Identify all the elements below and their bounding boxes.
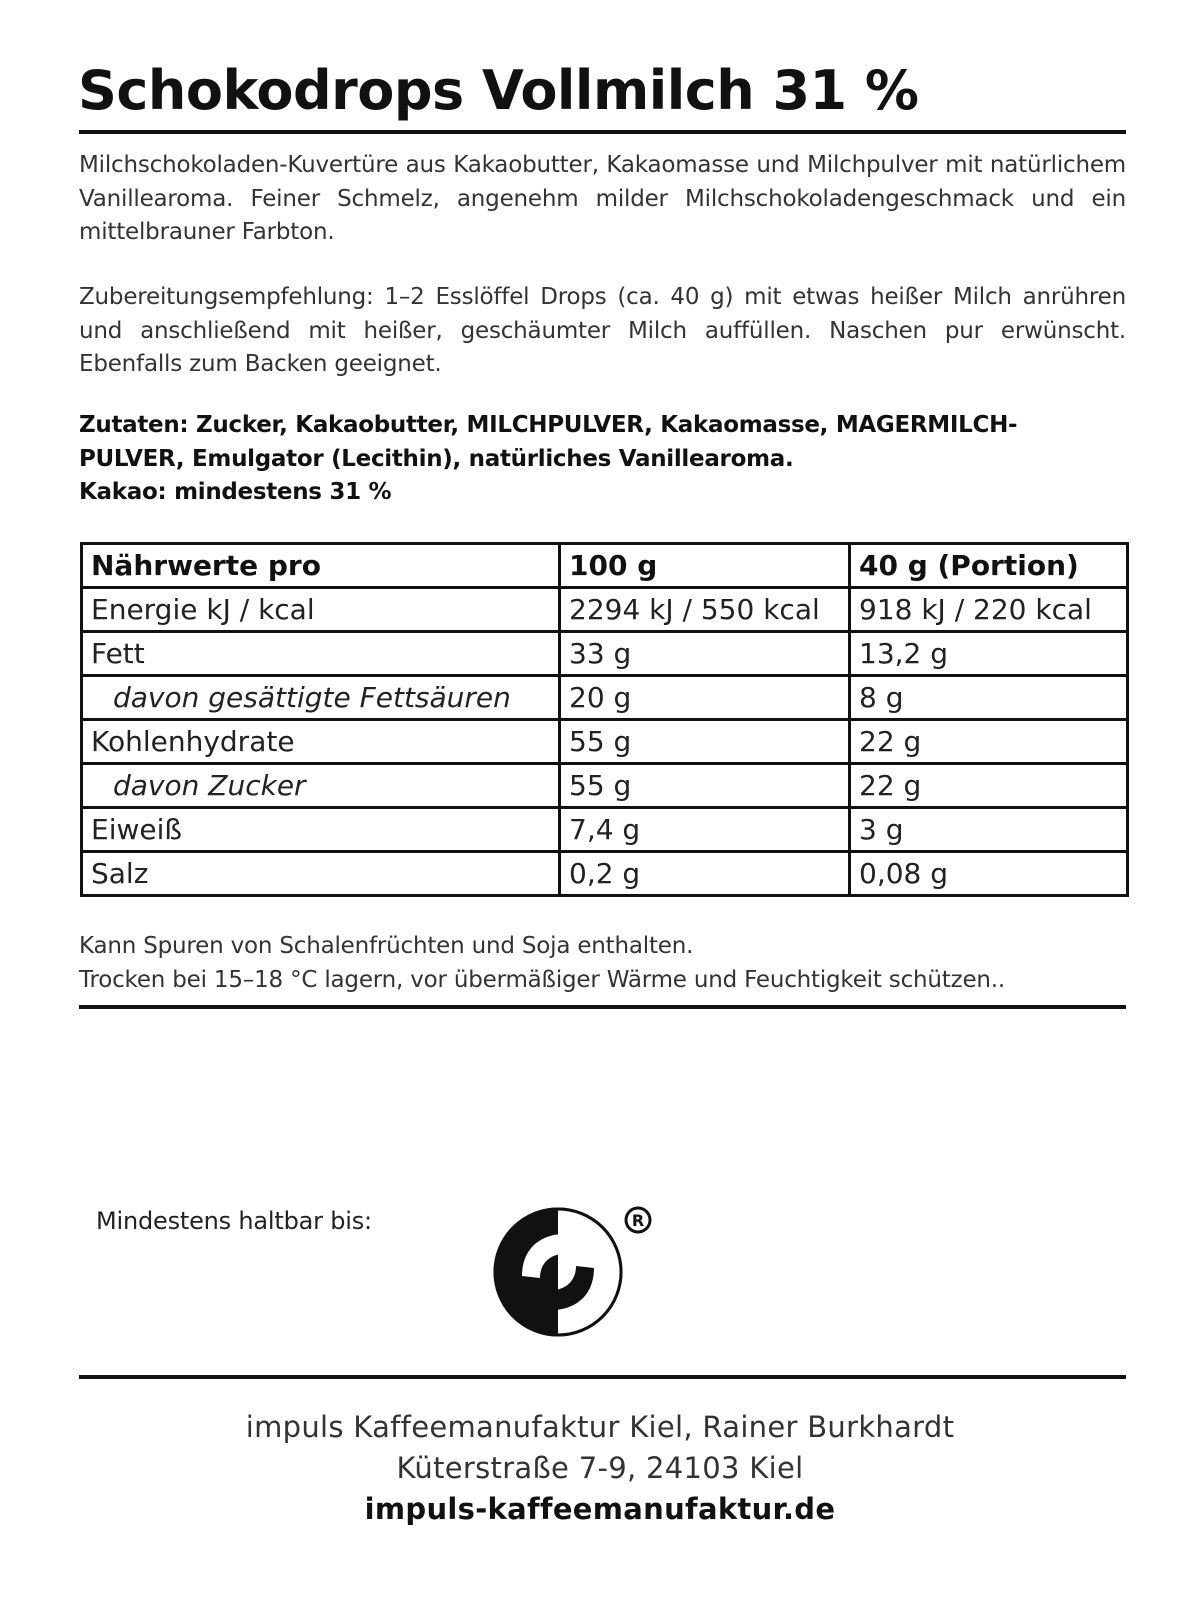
- footer-company: impuls Kaffeemanufaktur Kiel, Rainer Burkhardt: [245, 1410, 955, 1444]
- row-value-100g: 7,4 g: [560, 808, 850, 852]
- preparation-recommendation: Zubereitungsempfehlung: 1–2 Esslöffel Drops (ca. 40 g) mit etwas heißer Milch anrühren und anschließend mit heißer, geschäumter Milch auffüllen. Naschen pur erwünscht. Ebenfalls zum Backen geeignet.: [79, 284, 1126, 377]
- header-per-100g: 100 g: [560, 544, 850, 588]
- table-row: [82, 676, 1128, 720]
- row-value-100g: 55 g: [560, 720, 850, 764]
- row-label-fat: Fett: [82, 632, 560, 676]
- row-value-100g: 20 g: [560, 676, 850, 720]
- table-row: [82, 764, 1128, 808]
- title-divider: [79, 130, 1126, 134]
- row-value-portion: 22 g: [850, 764, 1128, 808]
- row-label-saturated-fat: davon gesättigte Fettsäuren: [82, 676, 560, 720]
- header-per-portion: 40 g (Portion): [850, 544, 1128, 588]
- table-row: [82, 588, 1128, 632]
- row-value-portion: 8 g: [850, 676, 1128, 720]
- row-value-100g: 2294 kJ / 550 kcal: [560, 588, 850, 632]
- notes-divider: [79, 1005, 1126, 1009]
- footer-divider: [79, 1375, 1126, 1379]
- row-value-portion: 22 g: [850, 720, 1128, 764]
- row-value-100g: 0,2 g: [560, 852, 850, 896]
- allergen-note: Kann Spuren von Schalenfrüchten und Soja enthalten.: [79, 933, 694, 959]
- best-before-label: Mindestens haltbar bis:: [96, 1207, 372, 1235]
- row-value-100g: 55 g: [560, 764, 850, 808]
- row-label-sugar: davon Zucker: [82, 764, 560, 808]
- ingredients-line-1: Zutaten: Zucker, Kakaobutter, MILCHPULVER, Kakaomasse, MAGERMILCH-: [79, 412, 1018, 438]
- row-label-carbohydrates: Kohlenhydrate: [82, 720, 560, 764]
- ingredients-line-2: PULVER, Emulgator (Lecithin), natürliches Vanillearoma.: [79, 445, 794, 472]
- ingredients-block: [79, 409, 1126, 510]
- row-value-100g: 33 g: [560, 632, 850, 676]
- nutrition-table: [80, 542, 1129, 897]
- row-value-portion: 13,2 g: [850, 632, 1128, 676]
- row-value-portion: 918 kJ / 220 kcal: [850, 588, 1128, 632]
- storage-note: Trocken bei 15–18 °C lagern, vor übermäßiger Wärme und Feuchtigkeit schützen..: [79, 966, 1006, 993]
- footer-website[interactable]: impuls-kaffeemanufaktur.de: [364, 1492, 836, 1526]
- notes-block: [79, 930, 1005, 997]
- row-value-portion: 0,08 g: [850, 852, 1128, 896]
- row-value-portion: 3 g: [850, 808, 1128, 852]
- table-row: [82, 720, 1128, 764]
- product-title: Schokodrops Vollmilch 31 %: [78, 59, 919, 122]
- row-label-protein: Eiweiß: [82, 808, 560, 852]
- table-row: [82, 808, 1128, 852]
- cocoa-content: Kakao: mindestens 31 %: [79, 479, 392, 505]
- row-label-energy: Energie kJ / kcal: [82, 588, 560, 632]
- product-description: Milchschokoladen-Kuvertüre aus Kakaobutter, Kakaomasse und Milchpulver mit natürlichem Vanillearoma. Feiner Schmelz, angenehm milder Milchschokoladengeschmack und ein mittelbrauner Farbton.: [79, 152, 1126, 245]
- footer-address: Küterstraße 7-9, 24103 Kiel: [396, 1451, 804, 1485]
- nutrition-header-row: [82, 544, 1128, 588]
- row-label-salt: Salz: [82, 852, 560, 896]
- header-nutrients: Nährwerte pro: [82, 544, 560, 588]
- table-row: [82, 852, 1128, 896]
- table-row: [82, 632, 1128, 676]
- green-dot-logo: [492, 1206, 660, 1338]
- green-dot-recycling-icon: [492, 1206, 660, 1338]
- svg-text:R: R: [631, 1211, 645, 1230]
